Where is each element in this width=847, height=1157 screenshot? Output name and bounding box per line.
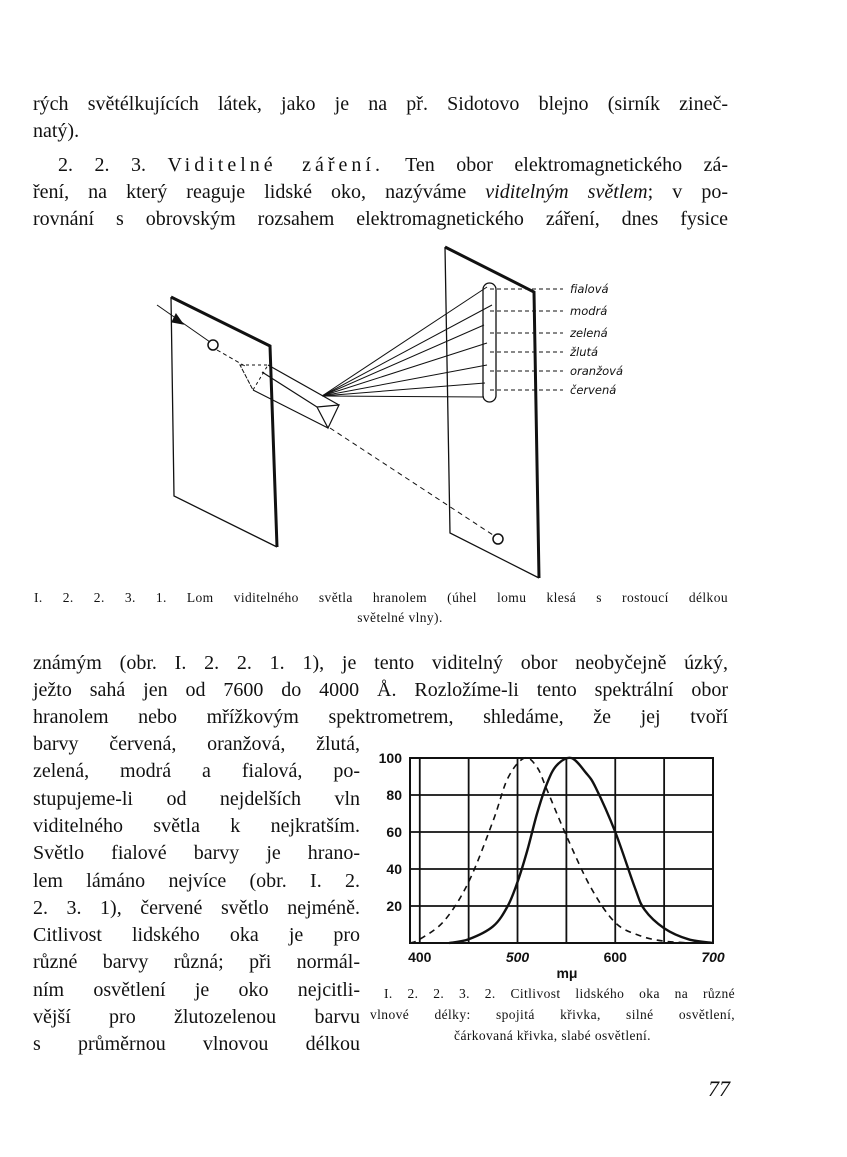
- spectrum-label-2: zelená: [570, 326, 608, 340]
- y-tick-label: 60: [386, 824, 402, 840]
- figure2-caption: vlnové délky: spojitá křivka, silné osvětlení,: [370, 1007, 735, 1022]
- spectrum-label-4: oranžová: [570, 364, 624, 378]
- text-line: ním osvětlení je oko nejcitli-: [33, 978, 360, 1001]
- text-fragment: Ten obor elektromagnetického zá-: [405, 154, 729, 176]
- figure1-caption: světelné vlny).: [357, 610, 443, 625]
- text-line: rých světélkujících látek, jako je na př. Sidotovo blejno (sirník zineč-: [33, 93, 728, 115]
- text-line: viditelného světla k nejkratším.: [33, 814, 360, 837]
- text-line: s průměrnou vlnovou délkou: [33, 1033, 360, 1056]
- spectrum-label-5: červená: [570, 383, 617, 397]
- x-tick-label: 700: [701, 949, 725, 965]
- x-tick-label: 500: [505, 949, 530, 965]
- x-tick-label: 400: [408, 949, 432, 965]
- text-line: hranolem nebo mřížkovým spektrometrem, shledáme, že jej tvoří: [33, 706, 728, 728]
- y-tick-label: 100: [378, 750, 402, 766]
- y-tick-label: 80: [386, 787, 402, 803]
- page-number: 77: [708, 1076, 730, 1101]
- text-line: známým (obr. I. 2. 2. 1. 1), je tento viditelný obor neobyčejně úzký,: [33, 652, 728, 674]
- plot-frame: [410, 758, 713, 943]
- text-line: barvy červená, oranžová, žlutá,: [33, 733, 360, 755]
- y-tick-label: 40: [386, 861, 402, 877]
- text-fragment: ; v po-: [647, 181, 729, 203]
- text-line: lem lámáno nejvíce (obr. I. 2.: [33, 869, 360, 892]
- x-axis-label: mμ: [556, 965, 578, 981]
- series-line-scotopic: [410, 758, 693, 943]
- text-line: Citlivost lidského oka je pro: [33, 924, 360, 947]
- series-line-photopic: [449, 758, 713, 943]
- figure1-caption: I. 2. 2. 3. 1. Lom viditelného světla hranolem (úhel lomu klesá s rostoucí délkou: [34, 590, 728, 605]
- figure2-caption: I. 2. 2. 3. 2. Citlivost lidského oka na různé: [384, 986, 735, 1001]
- text-line: natý).: [33, 120, 80, 142]
- y-tick-label: 20: [386, 898, 402, 914]
- text-line: ježto sahá jen od 7600 do 4000 Å. Rozložíme-li tento spektrální obor: [33, 679, 728, 701]
- text-line: různé barvy různá; při normál-: [33, 951, 360, 974]
- section-number: 2. 2. 3.: [58, 154, 146, 176]
- text-line: rovnání s obrovským rozsahem elektromagnetického záření, dnes fysice: [33, 208, 728, 230]
- emphasis: viditelným světlem: [485, 181, 648, 203]
- spectrum-label-1: modrá: [570, 304, 608, 318]
- text-fragment: ření, na který reaguje lidské oko, nazýváme: [33, 181, 486, 203]
- text-line: Světlo fialové barvy je hrano-: [33, 842, 360, 865]
- figure2-caption: čárkovaná křivka, slabé osvětlení.: [454, 1028, 651, 1043]
- text-line: zelená, modrá a fialová, po-: [33, 760, 360, 783]
- text-line: stupujeme-li od nejdelších vln: [33, 787, 360, 810]
- section-title: Viditelné záření.: [167, 154, 384, 176]
- text-line: vější pro žlutozelenou barvu: [33, 1006, 360, 1028]
- spectrum-label-3: žlutá: [570, 345, 599, 359]
- text-line: 2. 3. 1), červené světlo nejméně.: [33, 896, 360, 919]
- spectrum-label-0: fialová: [570, 282, 609, 296]
- x-tick-label: 600: [603, 949, 627, 965]
